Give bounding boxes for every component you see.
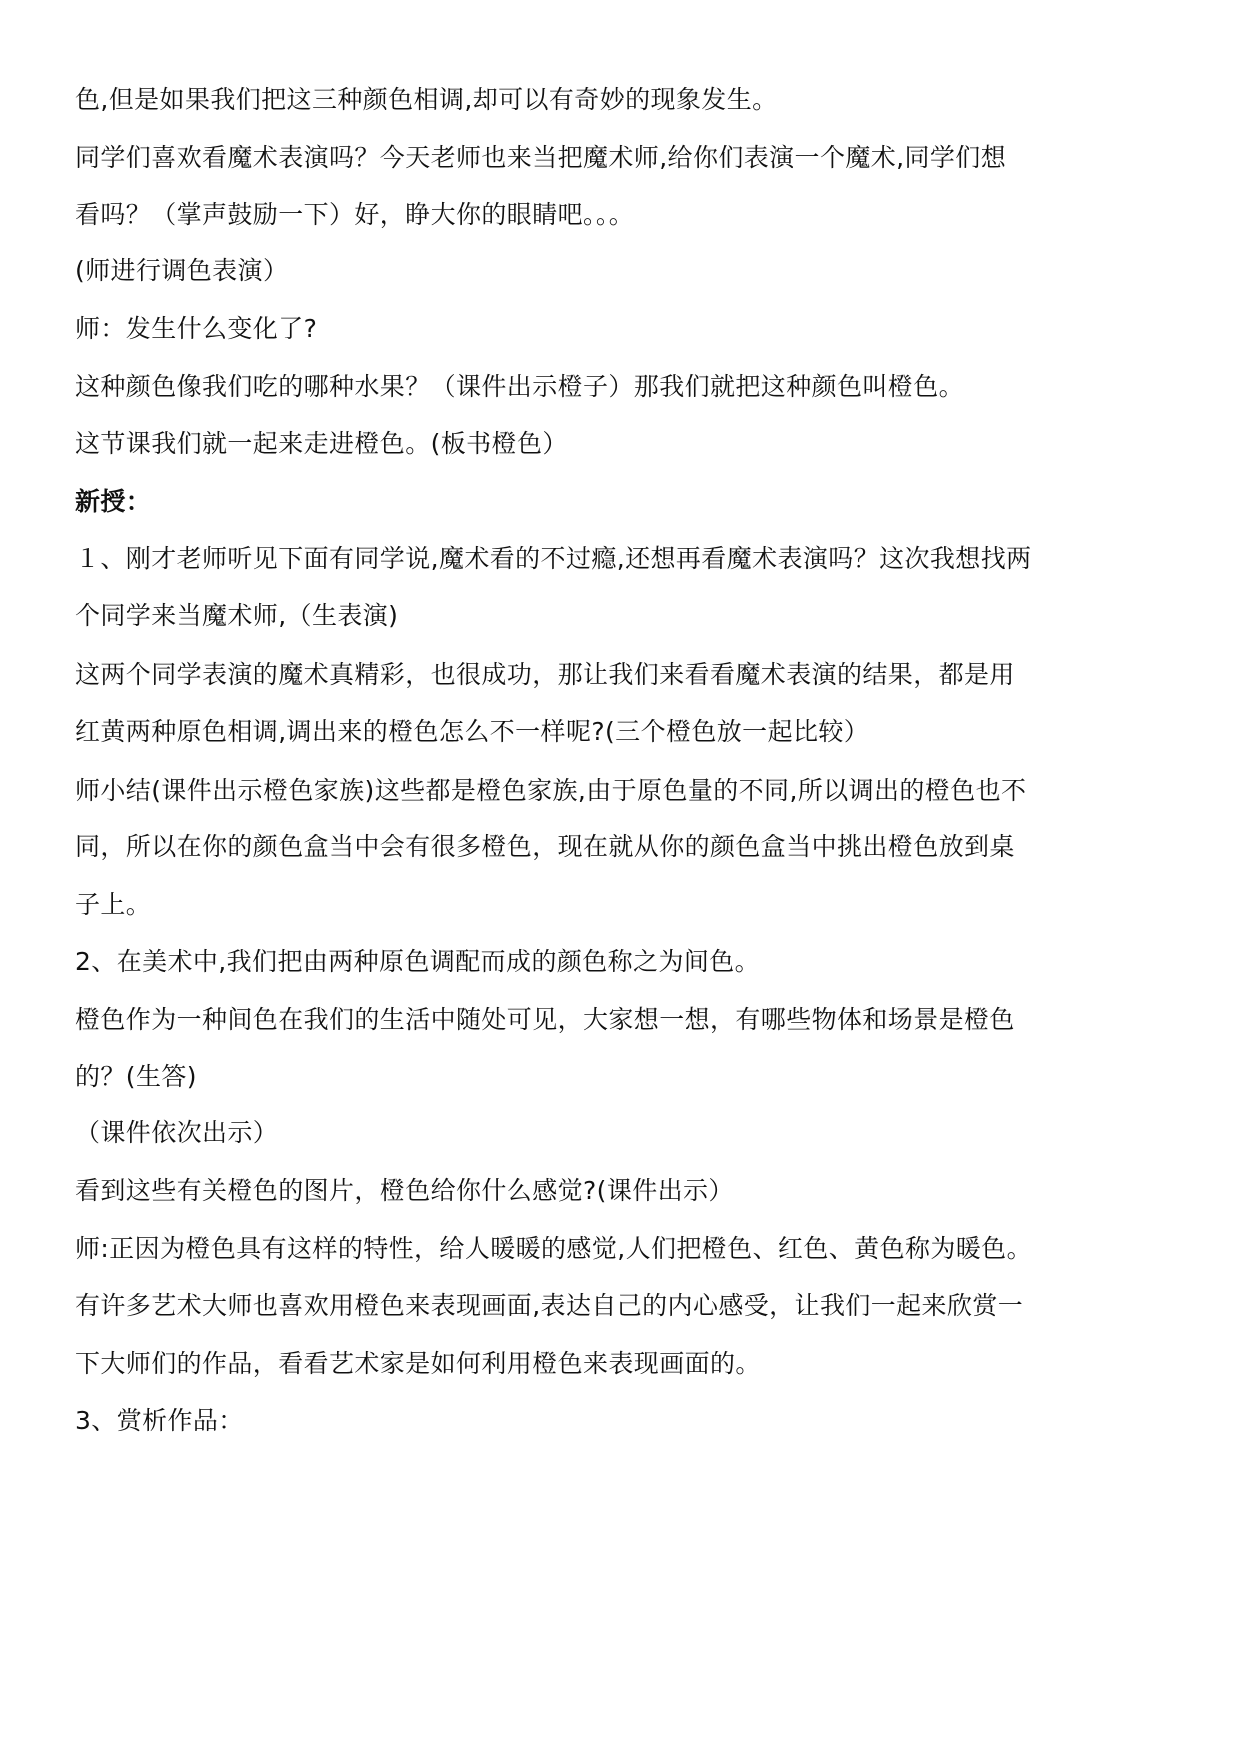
- paragraph-line: 同，所以在你的颜色盒当中会有很多橙色，现在就从你的颜色盒当中挑出橙色放到桌: [75, 832, 1015, 861]
- paragraph-line: 同学们喜欢看魔术表演吗？今天老师也来当把魔术师,给你们表演一个魔术,同学们想: [75, 143, 1007, 172]
- paragraph-line: （课件依次出示）: [75, 1118, 279, 1147]
- paragraph-line: 师小结(课件出示橙色家族)这些都是橙色家族,由于原色量的不同,所以调出的橙色也不: [75, 776, 1027, 805]
- section-heading: 新授：: [75, 487, 152, 516]
- paragraph-line: 看吗？（掌声鼓励一下）好，睁大你的眼睛吧。。。: [75, 200, 635, 229]
- paragraph-line: 个同学来当魔术师,（生表演): [75, 601, 399, 630]
- paragraph-line: 这种颜色像我们吃的哪种水果？（课件出示橙子）那我们就把这种颜色叫橙色。: [75, 372, 965, 401]
- paragraph-line: 师:正因为橙色具有这样的特性，给人暖暖的感觉,人们把橙色、红色、黄色称为暖色。: [75, 1234, 1032, 1263]
- paragraph-line: 的？(生答): [75, 1062, 197, 1091]
- paragraph-line: 这两个同学表演的魔术真精彩，也很成功，那让我们来看看魔术表演的结果，都是用: [75, 660, 1015, 689]
- paragraph-line: 这节课我们就一起来走进橙色。(板书橙色）: [75, 429, 568, 458]
- paragraph-line: １、刚才老师听见下面有同学说,魔术看的不过瘾,还想再看魔术表演吗？这次我想找两: [75, 544, 1032, 573]
- paragraph-line: (师进行调色表演）: [75, 256, 289, 285]
- paragraph-line: 橙色作为一种间色在我们的生活中随处可见，大家想一想，有哪些物体和场景是橙色: [75, 1005, 1015, 1034]
- paragraph-line: 师：发生什么变化了?: [75, 314, 318, 343]
- paragraph-line: 有许多艺术大师也喜欢用橙色来表现画面,表达自己的内心感受，让我们一起来欣赏一: [75, 1291, 1024, 1320]
- paragraph-line: 看到这些有关橙色的图片，橙色给你什么感觉?(课件出示）: [75, 1176, 734, 1205]
- paragraph-line: 子上。: [75, 890, 152, 919]
- paragraph-line: 2、在美术中,我们把由两种原色调配而成的颜色称之为间色。: [75, 947, 761, 976]
- paragraph-line: 色,但是如果我们把这三种颜色相调,却可以有奇妙的现象发生。: [75, 85, 778, 114]
- paragraph-line: 3、赏析作品：: [75, 1406, 244, 1435]
- paragraph-line: 红黄两种原色相调,调出来的橙色怎么不一样呢?(三个橙色放一起比较）: [75, 717, 870, 746]
- paragraph-line: 下大师们的作品，看看艺术家是如何利用橙色来表现画面的。: [75, 1349, 761, 1378]
